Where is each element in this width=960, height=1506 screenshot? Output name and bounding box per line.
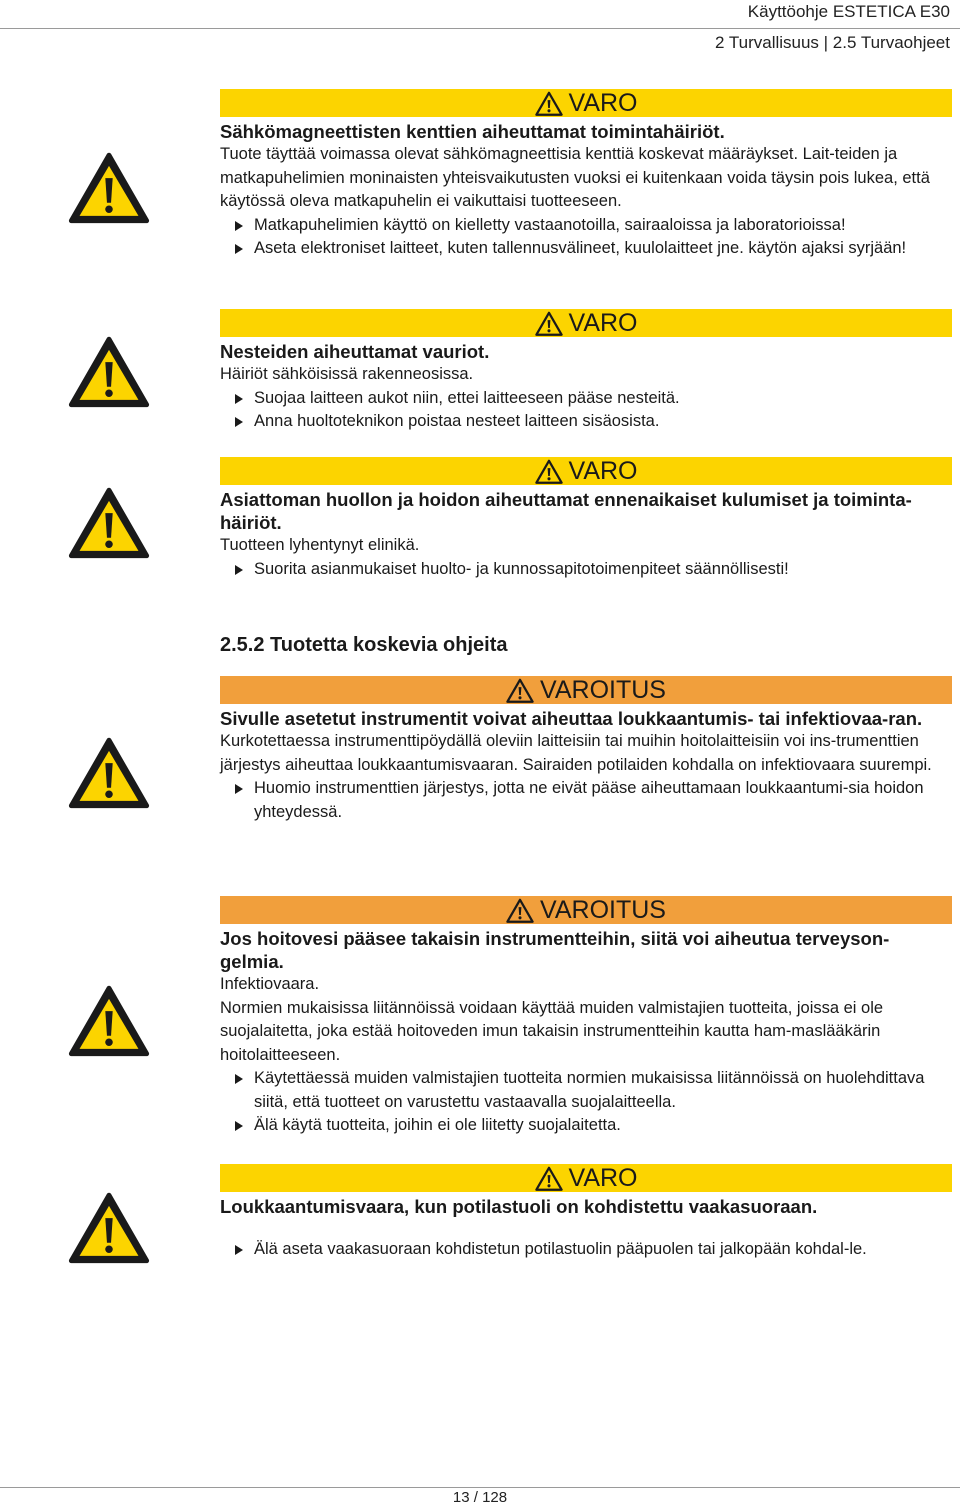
warning-triangle-icon <box>68 1192 150 1264</box>
document-title: Käyttöohje ESTETICA E30 <box>747 2 950 21</box>
notice-level: VARO <box>568 1164 638 1192</box>
notice-header <box>220 89 952 117</box>
warning-triangle-icon <box>506 678 534 703</box>
notice-header <box>220 309 952 337</box>
notice-header <box>220 676 952 704</box>
notice-action: Suojaa laitteen aukot niin, ettei laitteeseen pääse nesteitä. <box>220 387 952 411</box>
notice-description: Infektiovaara. <box>220 975 320 993</box>
notice-varoitus-instruments <box>220 676 952 824</box>
notice-varo-chair <box>220 1164 952 1262</box>
notice-level: VAROITUS <box>540 676 666 704</box>
notice-level: VAROITUS <box>540 896 666 924</box>
notice-varo-liquids <box>220 309 952 434</box>
notice-header <box>220 896 952 924</box>
warning-triangle-icon <box>535 1166 563 1191</box>
notice-description: Tuotteen lyhentynyt elinikä. <box>220 536 420 554</box>
section-heading: 2.5.2 Tuotetta koskevia ohjeita <box>220 634 508 656</box>
notice-title: Asiattoman huollon ja hoidon aiheuttamat ennenaikaiset kulumiset ja toiminta-häiriöt. <box>220 489 912 533</box>
notice-varoitus-water <box>220 896 952 1138</box>
notice-title: Nesteiden aiheuttamat vauriot. <box>220 341 490 362</box>
warning-triangle-icon <box>68 152 150 224</box>
page-number: 13 / 128 <box>452 1489 508 1506</box>
notice-action: Matkapuhelimien käyttö on kielletty vastaanotoilla, sairaaloissa ja laboratorioissa! <box>220 214 952 238</box>
notice-title: Loukkaantumisvaara, kun potilastuoli on kohdistettu vaakasuoraan. <box>220 1196 818 1217</box>
notice-description: Normien mukaisissa liitännöissä voidaan käyttää muiden valmistajien tuotteita, joissa ei ole suojalaitetta, joka estää hoitoveden imun takaisin instrumentteihin kautta ham-maslääkärin hoitolaitteeseen. <box>220 998 884 1064</box>
notice-varo-maintenance <box>220 457 952 581</box>
notice-header <box>220 457 952 485</box>
warning-triangle-icon <box>68 487 150 559</box>
warning-triangle-icon <box>68 336 150 408</box>
notice-title: Sähkömagneettisten kenttien aiheuttamat toimintahäiriöt. <box>220 121 725 142</box>
warning-triangle-icon <box>535 311 563 336</box>
notice-action: Suorita asianmukaiset huolto- ja kunnossapitotoimenpiteet säännöllisesti! <box>220 558 952 582</box>
notice-level: VARO <box>568 309 638 337</box>
warning-triangle-icon <box>68 985 150 1057</box>
warning-triangle-icon <box>535 91 563 116</box>
breadcrumb: 2 Turvallisuus | 2.5 Turvaohjeet <box>715 33 950 52</box>
header-divider <box>0 28 960 29</box>
notice-description: Häiriöt sähköisissä rakenneosissa. <box>220 365 474 383</box>
notice-action: Älä käytä tuotteita, joihin ei ole liitetty suojalaitetta. <box>220 1114 952 1138</box>
notice-action: Käytettäessä muiden valmistajien tuotteita normien mukaisissa liitännöissä on huolehdittava siitä, että tuotteet on varustettu vastaavalla suojalaitteella. <box>220 1067 952 1114</box>
notice-level: VARO <box>568 457 638 485</box>
notice-varo-emc <box>220 89 952 261</box>
notice-action: Aseta elektroniset laitteet, kuten tallennusvälineet, kuulolaitteet jne. käytön ajaksi syrjään! <box>220 237 952 261</box>
warning-triangle-icon <box>535 459 563 484</box>
notice-action: Anna huoltoteknikon poistaa nesteet laitteen sisäosista. <box>220 410 952 434</box>
notice-description: Tuote täyttää voimassa olevat sähkömagneettisia kenttiä koskevat määräykset. Lait-teiden ja matkapuhelimien moninaisten yhteisvaikutusten vuoksi ei kuitenkaan voida täysin pois lukea, että käytössä oleva matkapuhelin ei vaikuttaisi tuotteeseen. <box>220 145 930 210</box>
notice-title: Jos hoitovesi pääsee takaisin instrumentteihin, siitä voi aiheutua terveyson-gelmia. <box>220 928 890 972</box>
notice-header <box>220 1164 952 1192</box>
warning-triangle-icon <box>68 737 150 809</box>
notice-action: Huomio instrumenttien järjestys, jotta ne eivät pääse aiheuttamaan loukkaantumi-sia hoidon yhteydessä. <box>220 777 952 824</box>
notice-level: VARO <box>568 89 638 117</box>
footer-divider <box>0 1487 960 1488</box>
notice-description: Kurkotettaessa instrumenttipöydällä oleviin laitteisiin tai muihin hoitolaitteisiin voi ins-trumenttien järjestys aiheuttaa loukkaantumisvaaran. Sairaiden potilaiden kohdalla on infektiovaara suurempi. <box>220 732 932 774</box>
notice-title: Sivulle asetetut instrumentit voivat aiheuttaa loukkaantumis- tai infektiovaa-ran. <box>220 708 923 729</box>
notice-action: Älä aseta vaakasuoraan kohdistetun potilastuolin pääpuolen tai jalkopään kohdal-le. <box>220 1238 952 1262</box>
warning-triangle-icon <box>506 898 534 923</box>
